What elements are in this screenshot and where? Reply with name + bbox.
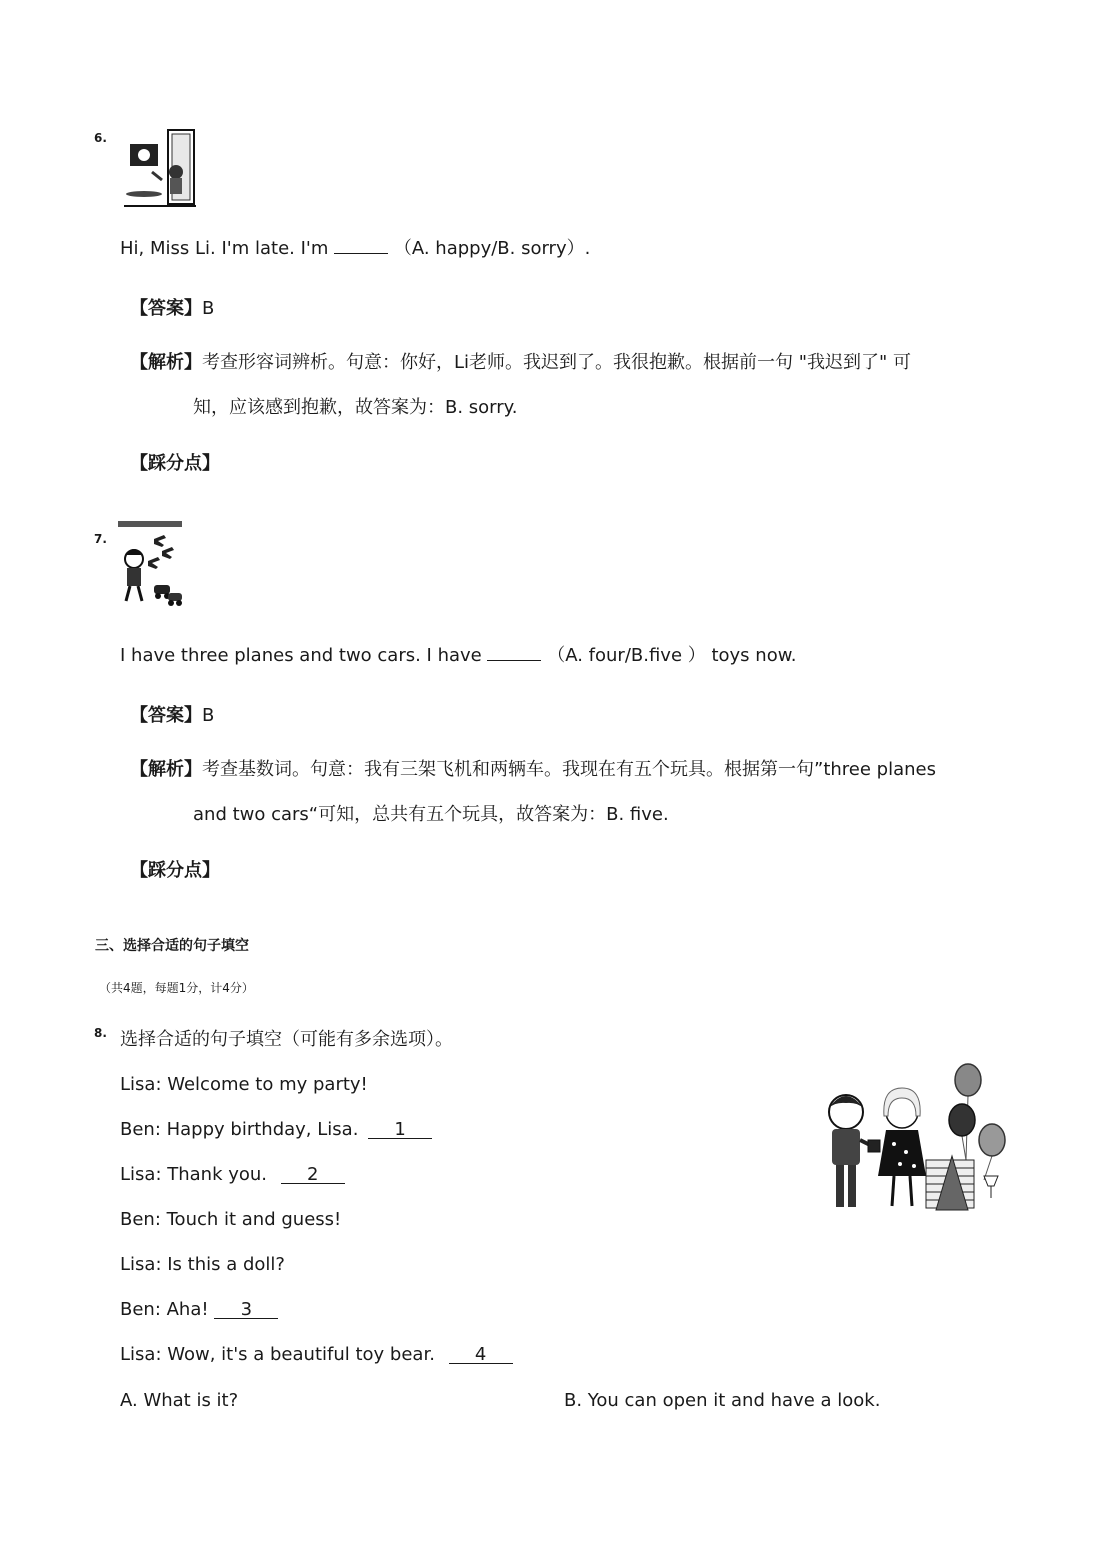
question-options: （A. happy/B. sorry）. (393, 238, 591, 259)
dialog-text: Ben: Happy birthday, Lisa. (120, 1119, 359, 1140)
toys-image (118, 521, 186, 607)
q8-illustration (820, 1060, 1010, 1216)
analysis-text: 考查基数词。句意：我有三架飞机和两辆车。我现在有五个玩具。根据第一句”three planes (202, 759, 936, 780)
dialog-line (120, 1208, 513, 1253)
question-stem: I have three planes and two cars. I have (120, 645, 482, 666)
answer-blank[interactable]: 2 (281, 1163, 345, 1184)
section-subtitle: （共4题，每题1分，计4分） (99, 981, 254, 995)
scoring-points-tag: 【踩分点】 (130, 453, 220, 474)
question-options: （A. four/B.five ） toys now. (547, 645, 797, 666)
question-number: 6. (94, 131, 107, 145)
answer-blank[interactable]: 3 (214, 1298, 278, 1319)
late-student-image (122, 128, 198, 208)
q6-illustration (122, 128, 198, 208)
answer-tag: 【答案】 (130, 705, 202, 726)
option-a: A. What is it? (120, 1390, 239, 1411)
dialog-line (120, 1118, 513, 1163)
dialog (120, 1073, 513, 1388)
question-instruction: 选择合适的句子填空（可能有多余选项）。 (120, 1029, 453, 1050)
birthday-party-image (820, 1060, 1010, 1216)
dialog-text: Ben: Aha! (120, 1299, 209, 1320)
answer-value: B (202, 298, 215, 319)
analysis-tag: 【解析】 (130, 759, 202, 780)
answer-value: B (202, 705, 215, 726)
dialog-text: Lisa: Wow, it's a beautiful toy bear. (120, 1344, 435, 1365)
question-number: 7. (94, 532, 107, 546)
analysis-row (130, 758, 936, 782)
dialog-line (120, 1298, 513, 1343)
dialog-text: Ben: Touch it and guess! (120, 1209, 342, 1230)
section-title: 三、选择合适的句子填空 (95, 938, 249, 954)
answer-blank[interactable] (487, 640, 541, 661)
dialog-line (120, 1343, 513, 1388)
answer-row (130, 297, 214, 321)
dialog-line (120, 1253, 513, 1298)
option-b: B. You can open it and have a look. (564, 1390, 881, 1411)
scoring-points-tag: 【踩分点】 (130, 860, 220, 881)
dialog-text: Lisa: Is this a doll? (120, 1254, 285, 1275)
question-number: 8. (94, 1026, 107, 1040)
dialog-text: Lisa: Welcome to my party! (120, 1074, 368, 1095)
analysis-continuation: 知，应该感到抱歉，故答案为：B. sorry. (193, 397, 518, 418)
q7-illustration (118, 521, 186, 607)
analysis-continuation: and two cars“可知，总共有五个玩具，故答案为：B. five. (193, 804, 669, 825)
analysis-row (130, 351, 911, 375)
dialog-line (120, 1073, 513, 1118)
question-stem: Hi, Miss Li. I'm late. I'm (120, 238, 329, 259)
analysis-tag: 【解析】 (130, 352, 202, 373)
question-text (120, 640, 797, 668)
answer-blank[interactable]: 4 (449, 1343, 513, 1364)
analysis-text: 考查形容词辨析。句意：你好，Li老师。我迟到了。我很抱歉。根据前一句 "我迟到了" 可 (202, 352, 912, 373)
answer-row (130, 704, 214, 728)
answer-blank[interactable]: 1 (368, 1118, 432, 1139)
answer-tag: 【答案】 (130, 298, 202, 319)
dialog-text: Lisa: Thank you. (120, 1164, 268, 1185)
dialog-line (120, 1163, 513, 1208)
answer-blank[interactable] (334, 233, 388, 254)
question-text (120, 233, 590, 261)
